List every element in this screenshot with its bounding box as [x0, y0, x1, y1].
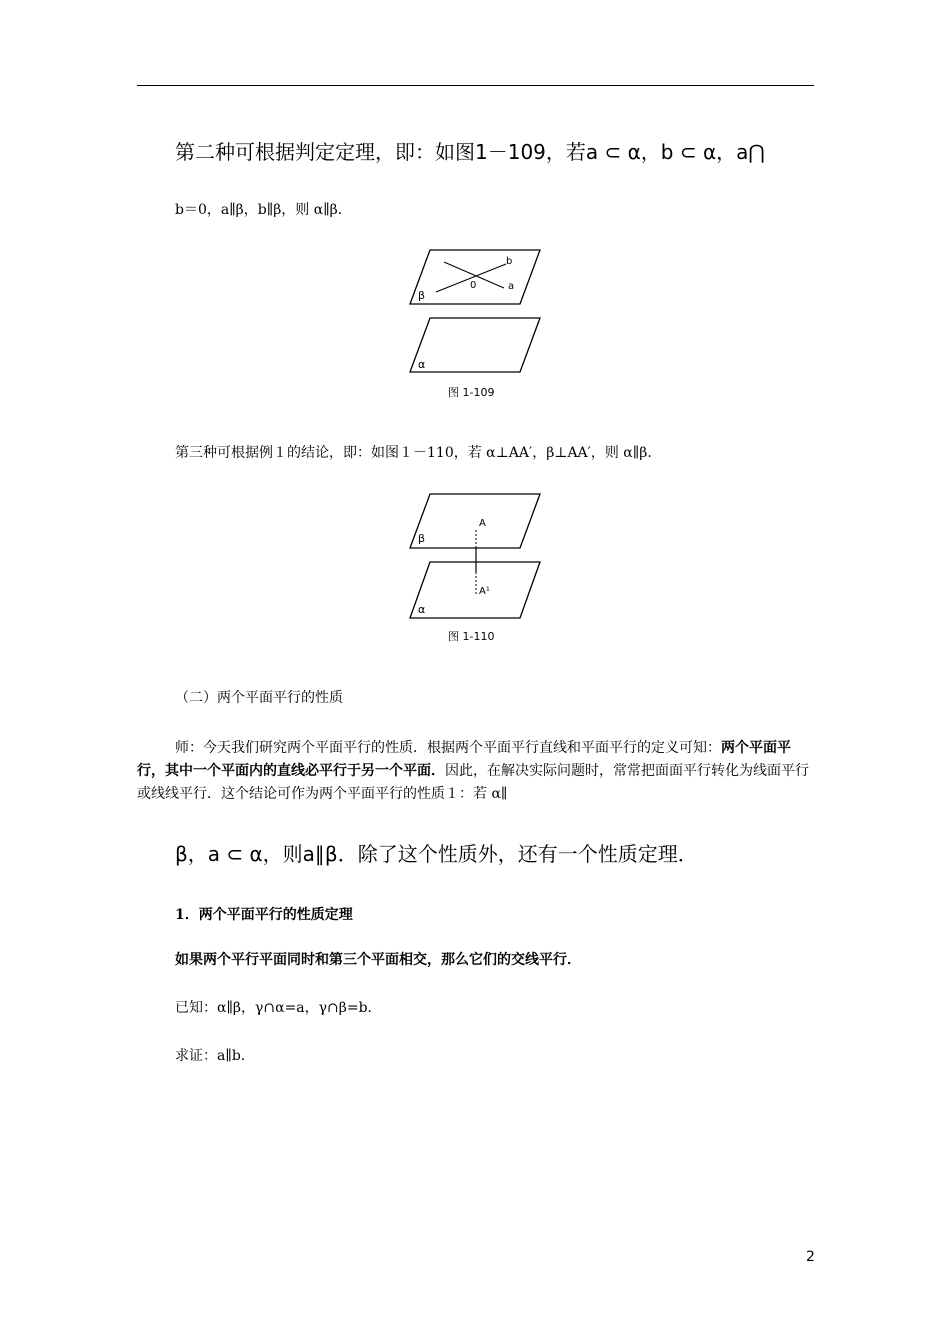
paragraph-bold-statement: 两个平面平行，其中一个平面内的直线必平行于另一个平面． [137, 740, 791, 779]
plane-alpha [410, 318, 540, 372]
label-alpha: α [418, 358, 426, 371]
section-heading-properties: （二）两个平面平行的性质 [175, 690, 343, 706]
figure-1-109 [400, 238, 560, 408]
theorem-heading: 1．两个平面平行的性质定理 [175, 907, 353, 923]
label-A: A [479, 518, 486, 529]
text-line-6: β，a ⊂ α，则a∥β．除了这个性质外，还有一个性质定理． [175, 842, 698, 866]
plane-beta [410, 250, 540, 304]
label-b: b [506, 256, 513, 267]
paragraph-text-b: 因此，在解决实际问题时，常常把面面平行转化为线面平行或线线平行．这个结论可作为两个平面平行的性质１：若 α∥ [137, 763, 809, 802]
label-alpha: α [418, 603, 426, 616]
given-line: 已知：α∥β，γ∩α=a，γ∩β=b． [175, 1000, 382, 1016]
label-a: a [508, 281, 515, 292]
page-number: 2 [806, 1249, 815, 1265]
figure-caption: 图 1-109 [448, 386, 495, 399]
label-o: 0 [470, 280, 477, 291]
plane-beta [410, 494, 540, 548]
text-line-1: 第二种可根据判定定理，即：如图1－109，若a ⊂ α，b ⊂ α，a⋂ [175, 140, 765, 164]
teacher-paragraph [137, 737, 814, 806]
prove-line: 求证：a∥b． [175, 1048, 255, 1064]
plane-alpha [410, 562, 540, 618]
theorem-statement: 如果两个平行平面同时和第三个平面相交，那么它们的交线平行． [175, 952, 581, 968]
label-beta: β [418, 289, 426, 302]
label-beta: β [418, 532, 426, 545]
header-rule [137, 85, 814, 86]
figure-1-110 [400, 488, 560, 648]
text-line-3: 第三种可根据例１的结论，即：如图１－110，若 α⊥AA′，β⊥AA′，则 α∥β． [175, 445, 662, 461]
label-A1: A¹ [479, 586, 490, 597]
paragraph-text-a: 师：今天我们研究两个平面平行的性质．根据两个平面平行直线和平面平行的定义可知： [175, 740, 721, 756]
figure-caption: 图 1-110 [448, 630, 495, 643]
text-line-2: b＝0，a∥β，b∥β，则 α∥β． [175, 202, 352, 218]
